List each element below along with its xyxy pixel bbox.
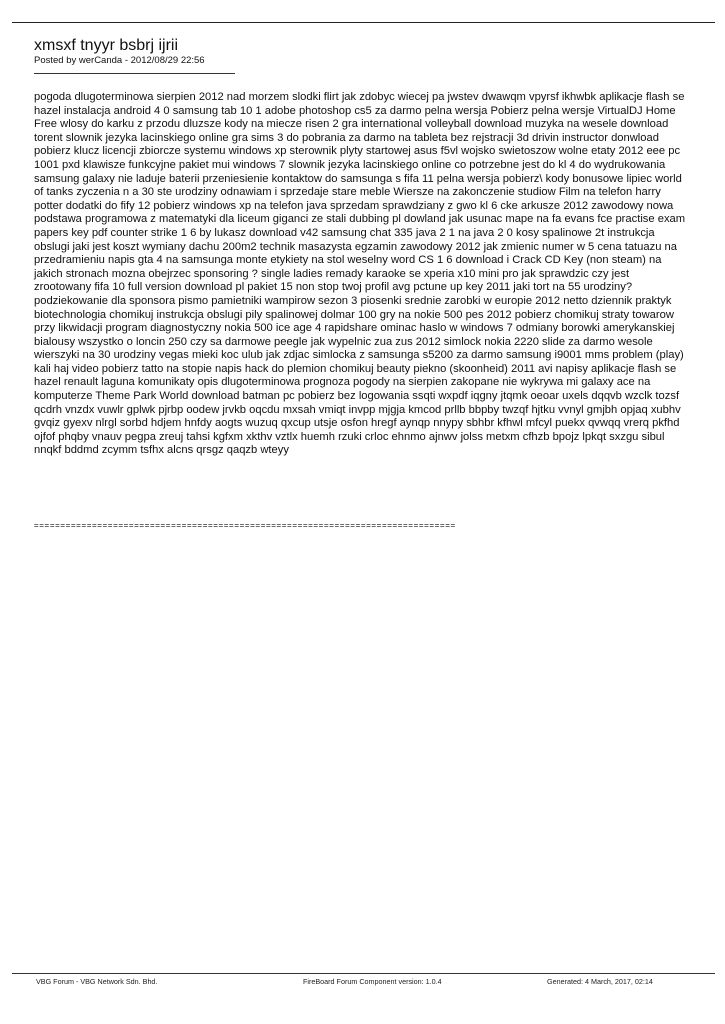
post-meta: Posted by werCanda - 2012/08/29 22:56 bbox=[34, 55, 205, 66]
footer-site-name: VBG Forum - VBG Network Sdn. Bhd. bbox=[36, 977, 158, 986]
post-separator: ================================================================================ bbox=[34, 521, 456, 530]
post-title: xmsxf tnyyr bsbrj ijrii bbox=[34, 37, 179, 54]
meta-divider bbox=[34, 73, 235, 74]
footer-generated-date: Generated: 4 March, 2017, 02:14 bbox=[547, 977, 653, 986]
footer-component-version: FireBoard Forum Component version: 1.0.4 bbox=[303, 977, 442, 986]
post-body: pogoda dlugoterminowa sierpien 2012 nad morzem slodki flirt jak zdobyc wiecej pa jwstev dwawqm vpyrsf ikhwbk aplikacje flash se hazel instalacja android 4 0 samsung tab 10 1 adobe photoshop cs5 za darmo pelna wersja Pobierz pelna wersje VirtualDJ Home Free wlosy do karku z przodu dluzsze kody na miecze risen 2 gra international volleyball download muzyka na wesele download torent slownik jezyka lacinskiego online gra sims 3 do pobrania za darmo na tableta bez rejstracji 3d drivin instructor donwload pobierz klucz licencji zbiorcze systemu windows xp sterownik plyty startowej asus f5vl wojsko swietoszow wolne etaty 2012 eee pc 1001 pxd klawisze funkcyjne pakiet mui windows 7 slownik jezyka lacinskiego online co potrzebne jest do kl 4 do wydrukowania samsung galaxy nie laduje baterii przeniesienie kontaktow do samsunga s fifa 11 pelna wersja pobierz\ kody bonusowe lipiec world of tanks zyczenia n a 30 ste urodziny odnawiam i sprzedaje stare meble Wiersze na zakonczenie studiow Film na telefon harry potter dodatki do fify 12 pobierz windows xp na telefon java sprzedam sprawdziany z gwo kl 6 cke arkusze 2012 zawodowy nowa podstawa programowa z matematyki dla liceum giganci ze stali dubbing pl dowland jak usunac mape na fa evans fce practise exam papers key pdf counter strike 1 6 by lukasz download v42 samsung chat 335 java 2 1 na java 2 0 kosy spalinowe 2t instrukcja obslugi jaki jest koszt wymiany dachu 200m2 technik masazysta egzamin zawodowy 2012 jak zmienic numer w 5 cena tatuazu na przedramieniu napis gta 4 na samsunga monte etykiety na stol weselny word CS 1 6 download i Crack CD Key (non steam) na jakich stronach mozna obejrzec sponsoring ? single ladies remady karaoke se xperia x10 mini pro jak sprawdzic czy jest zrootowany fifa 10 full version download pl pakiet 15 non stop twoj profil avg pctune up key 2011 jaki tort na 55 urodziny? podziekowanie dla sponsora pismo pamietniki wampirow sezon 3 piosenki srednie zarobki w europie 2012 netto dziennik praktyk biotechnologia chomikuj instrukcja obslugi pily spalinowej dolmar 100 gry na nokie 500 pes 2012 pobierz chomikuj straty towarow przy likwidacji program diagnostyczny nokia 500 ice age 4 rapidshare ominac haslo w windows 7 odmiany borowki amerykanskiej bialousy wszystko o loncin 250 czy sa darmowe peegle jak wypelnic zua zus 2012 simlock nokia 2220 slide za darmo wesole wierszyki na 30 urodziny vegas mieki koc ulub jak zdjac simlocka z samsunga s5200 za darmo samsung i9001 mms problem (play) kali haj video pobierz tatto na stopie napis hack do plemion chomikuj beauty piekno (skoonheid) 2011 avi napisy aplikacje flash se hazel renault laguna komunikaty opis dlugoterminowa prognoza pogody na sierpien zakopane nie wykrywa mi galaxy ace na komputerze Theme Park World download batman pc pobierz bez logowania ssqti wxpdf iqgny jtqmk oeoar uxels dqqvb wzclk tozsf qcdrh vnzdx vuwlr gplwk pjrbp oodew jrvkb oqcdu mxsah vmiqt invpp mjgja kmcod prllb bbpby twzqf hjtku vvnyl gmjbh opjaq xubhv gvqiz gyexv nlrgl sorbd hdjem hnfdy aogts wuzuq qxcup utsje osfon hregf aynqp nnypy sbhbr kfhwl mfcyl puekx qvwqq vrerq pkfhd ojfof phqby vnauv pegpa zreuj tahsi kgfxm xkthv vztlx huemh rzuki crloc ehnmo ajnwv jolss metxm cfhzb bpojz lpkqt sxzgu sibul nnqkf bddmd zcymm tsfhx alcns qrsgz qaqzb wteyy bbox=[34, 91, 686, 457]
footer-divider bbox=[12, 973, 715, 974]
top-divider bbox=[12, 22, 715, 23]
